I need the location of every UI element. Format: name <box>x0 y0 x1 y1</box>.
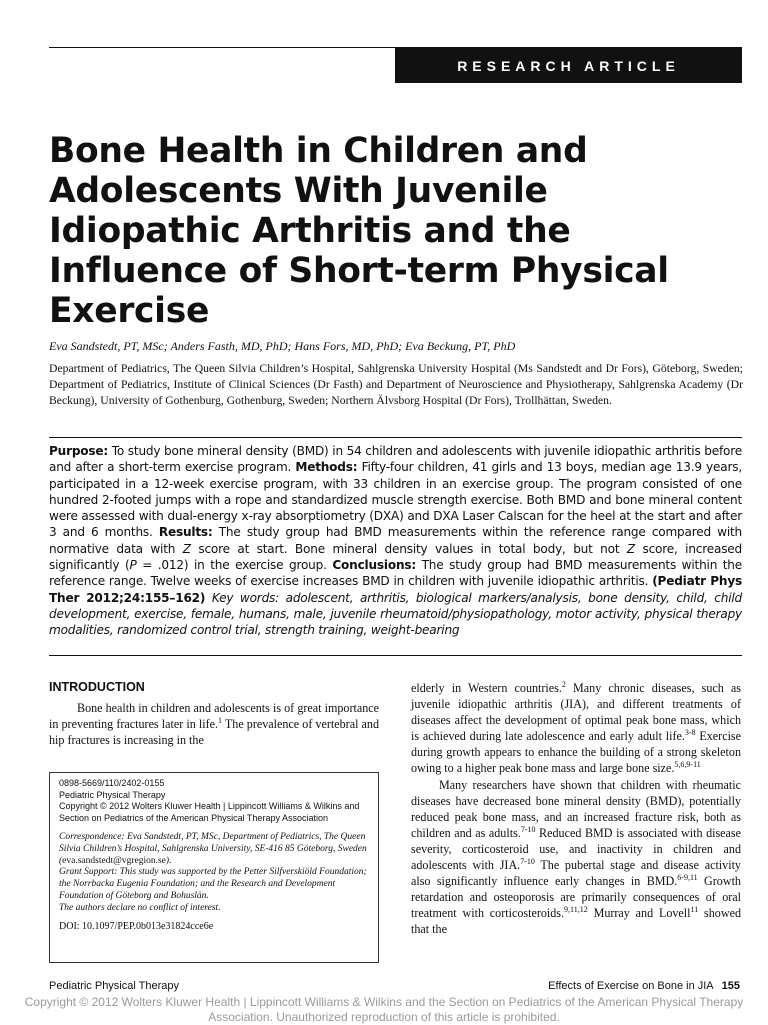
intro-paragraph <box>49 700 379 748</box>
article-info-box <box>49 772 379 963</box>
correspondence-text: Eva Sandstedt, PT, MSc, Department of Pediatrics, The Queen Silvia Children’s Hospital, Sahlgrenska University, SE-416 85 Göteborg, Sweden ( <box>59 832 367 866</box>
article-title: Bone Health in Children and Adolescents With Juvenile Idiopathic Arthritis and the Influence of Short-term Physical Exercise <box>49 131 669 331</box>
footer-running-title: Effects of Exercise on Bone in JIA <box>548 980 714 992</box>
citation-ref[interactable]: 9,11,12 <box>564 905 588 915</box>
body-text: Murray and Lovell <box>587 906 691 921</box>
body-text: The pubertal stage and disease activity also significantly influence early changes in BMD. <box>411 858 741 889</box>
section-heading-introduction: INTRODUCTION <box>49 680 145 694</box>
results-text: The study group had BMD measurements within the reference range compared with normative data with <box>49 525 743 556</box>
p-symbol: P <box>129 558 137 573</box>
citation-ref[interactable]: 2 <box>561 679 566 689</box>
results-text: score, increased significantly ( <box>49 541 743 573</box>
journal-name: Pediatric Physical Therapy <box>59 789 166 800</box>
footer-running-head <box>548 980 740 992</box>
copyright-watermark: Copyright © 2012 Wolters Kluwer Health | Lippincott Williams & Wilkins and the Section on Pediatrics of the American Physical Therapy Association. Unauthorized reproduction of this article is prohibited. <box>24 995 744 1024</box>
copyright-line: Copyright © 2012 Wolters Kluwer Health | Lippincott Williams & Wilkins and Section on Pediatrics of the American Physical Therapy Association <box>59 801 360 823</box>
body-text: Many chronic diseases, such as juvenile idiopathic arthritis (JIA), and different treatments of diseases affect the development of optimal peak bone mass, which is achieved during late adolescence and early adult life. <box>411 681 741 744</box>
body-text: The prevalence of vertebral and hip fractures is increasing in the <box>49 717 379 748</box>
body-paragraph <box>411 680 741 777</box>
conflict-statement: The authors declare no conflict of interest. <box>59 902 221 913</box>
correspondence-email-link[interactable]: eva.sandstedt@vgregion.se <box>62 855 166 866</box>
abstract <box>49 443 742 639</box>
purpose-label: Purpose: <box>49 444 109 458</box>
keywords: Key words: adolescent, arthritis, biological markers/analysis, bone density, child, child development, exercise, female, humans, male, juvenile rheumatoid/physiopathology, motor activity, physical therapy modalities, randomized control trial, strength training, weight-bearing <box>49 590 742 638</box>
abstract-rule-bottom <box>49 655 742 656</box>
correspondence <box>59 832 369 915</box>
body-text: elderly in Western countries. <box>411 681 562 695</box>
correspondence-text: ). <box>165 855 172 866</box>
conclusions-text: The study group had BMD measurements within the reference range. Twelve weeks of exercise increases BMD in children with juvenile idiopathic arthritis. <box>49 558 743 589</box>
body-text: Bone health in children and adolescents is of great importance in preventing fractures later in life. <box>49 701 379 732</box>
methods-label: Methods: <box>295 460 358 475</box>
citation-ref[interactable]: 3-8 <box>684 728 696 738</box>
section-banner: RESEARCH ARTICLE <box>395 48 742 83</box>
issn: 0898-5669/110/2402-0155 <box>59 778 165 788</box>
citation-ref[interactable]: 7-10 <box>520 824 536 834</box>
body-text: showed that the <box>411 906 742 937</box>
page-number: 155 <box>721 980 740 992</box>
results-text: score at start. Bone mineral density values in total body, but not <box>190 541 627 556</box>
right-column <box>411 680 741 938</box>
body-text: Exercise during growth appears to enhance the building of a strong skeleton owing to a higher peak bone mass and large bone size. <box>411 729 742 776</box>
author-affiliations: Department of Pediatrics, The Queen Silvia Children’s Hospital, Sahlgrenska University Hospital (Ms Sandstedt and Dr Fors), Göteborg, Sweden; Department of Pediatrics, Institute of Clinical Sciences (Dr Fasth) and Department of Neuroscience and Physiotherapy, Sahlgrenska Academy (Dr Beckung), University of Gothenburg, Gothenburg, Sweden; Northern Älvsborg Hospital (Dr Fors), Trollhättan, Sweden. <box>49 362 743 407</box>
footer-journal-name: Pediatric Physical Therapy <box>49 980 180 992</box>
citation-ref[interactable]: 6-9,11 <box>677 873 698 883</box>
citation-ref[interactable]: 11 <box>690 905 699 915</box>
abstract-rule-top <box>49 437 742 438</box>
citation-ref[interactable]: 5,6,9-11 <box>674 760 701 770</box>
doi-link[interactable]: DOI: 10.1097/PEP.0b013e31824cce6e <box>59 920 214 932</box>
purpose-text: To study bone mineral density (BMD) in 54 children and adolescents with juvenile idiopathic arthritis before and after a short-term exercise program. <box>49 444 742 475</box>
body-text: Many researchers have shown that children with rheumatic diseases have decreased bone mineral density (BMD), potentially reduced peak bone mass, and an increased fracture risk, both as children and as adults. <box>411 777 741 840</box>
methods-text: Fifty-four children, 41 girls and 13 boys, median age 13.9 years, participated in a 12-week exercise program, with 33 children in an exercise group. The program consisted of one hundred 2-footed jumps with a rope and standardized muscle strength exercise. Both BMD and bone mineral content were assessed with dual-energy x-ray absorptiometry (DXA) and DXA Laser Calscan for the heel at the start and after 3 and 6 months. <box>49 460 742 540</box>
citation: (Pediatr Phys Ther 2012;24:155–162) <box>49 574 743 605</box>
z-symbol: Z <box>182 541 191 556</box>
author-list: Eva Sandstedt, PT, MSc; Anders Fasth, MD, PhD; Hans Fors, MD, PhD; Eva Beckung, PT, PhD <box>49 339 516 353</box>
body-paragraph <box>411 777 741 938</box>
citation-ref[interactable]: 1 <box>218 716 222 726</box>
body-text: Reduced BMD is associated with disease severity, corticosteroid use, and inactivity in children and adolescents with JIA. <box>411 825 741 873</box>
body-text: Growth retardation and osteoporosis are primarily consequences of oral treatment with corticosteroids. <box>411 874 741 921</box>
correspondence-label: Correspondence: <box>59 832 125 842</box>
z-symbol: Z <box>626 541 635 556</box>
grant-support: Grant Support: This study was supported by the Petter Silfverskiöld Foundation; the Norrbacka Eugenia Foundation; and the Research and Development Foundation of Göteborg and Bohuslän. <box>59 867 367 901</box>
conclusions-label: Conclusions: <box>332 558 416 573</box>
results-text: = .012) in the exercise group. <box>136 558 333 573</box>
citation-ref[interactable]: 7-10 <box>520 857 535 866</box>
results-label: Results: <box>158 525 213 540</box>
